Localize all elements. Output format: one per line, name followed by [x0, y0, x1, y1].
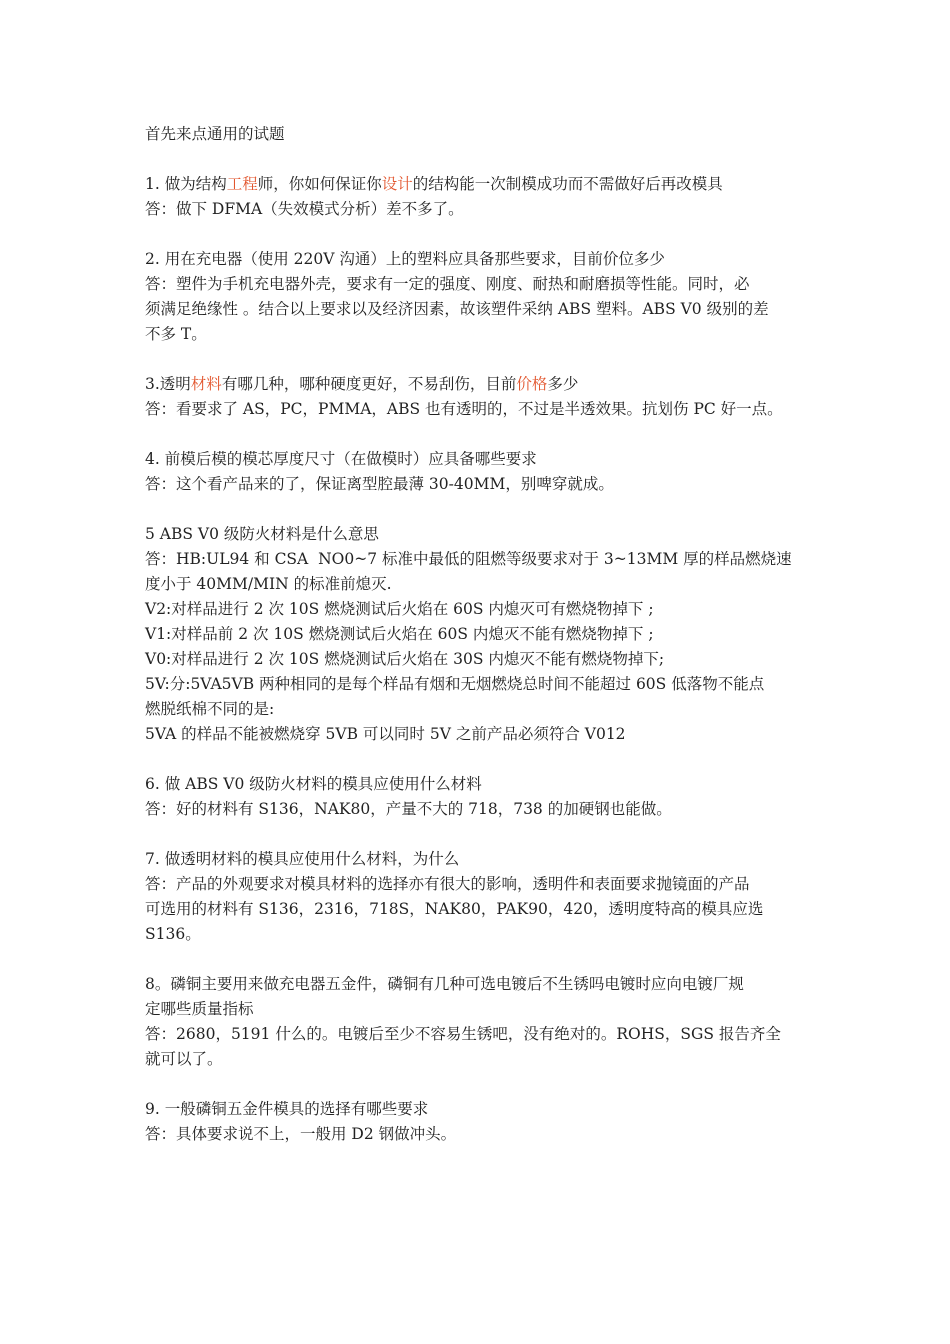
question-3-text: 3.透明 [145, 375, 191, 393]
answer-5-line: V2:对样品进行 2 次 10S 燃烧测试后火焰在 60S 内熄灭可有燃烧物掉下 ; [145, 600, 654, 618]
spacer [145, 822, 809, 847]
question-block-7 [145, 847, 809, 947]
question-8-line: 定哪些质量指标 [145, 1000, 254, 1018]
question-1-text: 师，你如何保证你 [257, 175, 382, 193]
answer-6: 答：好的材料有 S136，NAK80，产量不大的 718，738 的加硬钢也能做。 [145, 800, 672, 818]
answer-7-line: 答：产品的外观要求对模具材料的选择亦有很大的影响，透明件和表面要求抛镜面的产品 [145, 875, 750, 893]
question-1-text: 1. 做为结构 [145, 175, 227, 193]
question-block-4 [145, 447, 809, 497]
answer-7-line: 可选用的材料有 S136，2316，718S，NAK80，PAK90，420，透明度特高的模具应选 [145, 900, 764, 918]
question-block-5 [145, 522, 809, 747]
question-block-3 [145, 372, 809, 422]
answer-2-line: 须满足绝缘性 。结合以上要求以及经济因素，故该塑件采纳 ABS 塑料。ABS V0 级别的差 [145, 300, 769, 318]
question-4: 4. 前模后模的模芯厚度尺寸（在做模时）应具备哪些要求 [145, 450, 537, 468]
question-1 [145, 172, 809, 197]
spacer [145, 497, 809, 522]
answer-5-line: 燃脱纸棉不同的是: [145, 700, 275, 718]
question-block-1 [145, 172, 809, 222]
answer-4: 答：这个看产品来的了，保证离型腔最薄 30-40MM，别啤穿就成。 [145, 475, 614, 493]
question-8-line: 8。磷铜主要用来做充电器五金件，磷铜有几种可选电镀后不生锈吗电镀时应向电镀厂规 [145, 975, 744, 993]
spacer [145, 1072, 809, 1097]
question-block-2 [145, 247, 809, 347]
document-body [145, 122, 809, 1147]
answer-8-line: 答：2680，5191 什么的。电镀后至少不容易生锈吧，没有绝对的。ROHS，SGS 报告齐全 [145, 1025, 781, 1043]
keyword-link[interactable]: 材料 [190, 375, 222, 393]
spacer [145, 347, 809, 372]
question-9: 9. 一般磷铜五金件模具的选择有哪些要求 [145, 1100, 429, 1118]
answer-5-line: V0:对样品进行 2 次 10S 燃烧测试后火焰在 30S 内熄灭不能有燃烧物掉下; [145, 650, 665, 668]
question-2: 2. 用在充电器（使用 220V 沟通）上的塑料应具备那些要求，目前价位多少 [145, 250, 665, 268]
answer-7-line: S136。 [145, 925, 201, 943]
question-block-6 [145, 772, 809, 822]
keyword-link[interactable]: 设计 [381, 175, 413, 193]
answer-1: 答：做下 DFMA（失效模式分析）差不多了。 [145, 200, 464, 218]
answer-5-line: 5V:分:5VA5VB 两种相同的是每个样品有烟和无烟燃烧总时间不能超过 60S 低落物不能点 [145, 675, 765, 693]
answer-2-line: 答：塑件为手机充电器外壳，要求有一定的强度、刚度、耐热和耐磨损等性能。同时，必 [145, 275, 750, 293]
spacer [145, 422, 809, 447]
spacer [145, 222, 809, 247]
question-block-9 [145, 1097, 809, 1147]
question-7: 7. 做透明材料的模具应使用什么材料，为什么 [145, 850, 460, 868]
keyword-link[interactable]: 价格 [516, 375, 548, 393]
question-3 [145, 372, 809, 397]
spacer [145, 747, 809, 772]
question-5: 5 ABS V0 级防火材料是什么意思 [145, 525, 379, 543]
question-1-text: 的结构能一次制模成功而不需做好后再改模具 [412, 175, 723, 193]
answer-3: 答：看要求了 AS，PC，PMMA，ABS 也有透明的，不过是半透效果。抗划伤 PC 好一点。 [145, 400, 783, 418]
spacer [145, 147, 809, 172]
answer-8-line: 就可以了。 [145, 1050, 223, 1068]
spacer [145, 947, 809, 972]
answer-2-line: 不多 T。 [145, 325, 207, 343]
question-block-8 [145, 972, 809, 1072]
answer-5-line: 5VA 的样品不能被燃烧穿 5VB 可以同时 5V 之前产品必须符合 V012 [145, 725, 626, 743]
question-6: 6. 做 ABS V0 级防火材料的模具应使用什么材料 [145, 775, 482, 793]
answer-5-line: 度小于 40MM/MIN 的标准前熄灭. [145, 575, 392, 593]
intro-line: 首先来点通用的试题 [145, 125, 285, 143]
answer-5-line: 答：HB:UL94 和 CSA NO0~7 标准中最低的阻燃等级要求对于 3~13MM 厚的样品燃烧速 [145, 550, 792, 568]
answer-5-line: V1:对样品前 2 次 10S 燃烧测试后火焰在 60S 内熄灭不能有燃烧物掉下 ; [145, 625, 654, 643]
keyword-link[interactable]: 工程 [226, 175, 258, 193]
answer-9: 答：具体要求说不上，一般用 D2 钢做冲头。 [145, 1125, 457, 1143]
question-3-text: 多少 [547, 375, 579, 393]
question-3-text: 有哪几种，哪种硬度更好，不易刮伤，目前 [221, 375, 517, 393]
